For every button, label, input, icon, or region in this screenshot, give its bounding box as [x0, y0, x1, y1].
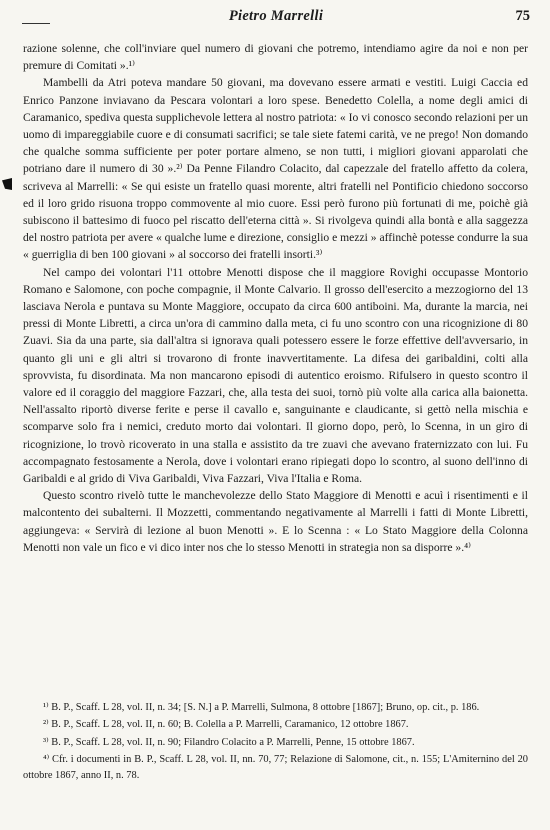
main-text [23, 40, 528, 556]
footnote: ¹⁾ B. P., Scaff. L 28, vol. II, n. 34; [S. N.] a P. Marrelli, Sulmona, 8 ottobre [1867]; Bruno, op. cit., p. 186. [43, 702, 480, 713]
footnote: ²⁾ B. P., Scaff. L 28, vol. II, n. 60; B. Colella a P. Marrelli, Caramanico, 12 ottobre 1867. [43, 719, 409, 731]
paragraph: Mambelli da Atri poteva mandare 50 giovani, ma dovevano essere armati e vestiti. Luigi Caccia ed Enrico Panzone inviavano da Pescara volontari a loro spese. Benedetto Colella, a nome degli amici di Caramanico, spediva questa supplichevole lettera al nostro patriota: « Io vi conosco secondo relazioni per un uomo di impareggiabile cuore e di consumati sacrifici; se tale siete fatemi carità, ve ne prego! Non domando che qualche somma sufficiente per poter portare almeno, se non tutti, i migliori giovani apparolati che potriano dare il numero di 30 ».²⁾ Da Penne Filandro Colacito, dal capezzale del fratello affetto da colera, scriveva al Marrelli: « Se qui esiste un fratello quasi morente, altri fratelli nel Pontificio chiedono soccorso ed il loro grido risuona troppo commovente al mio cuore. Essi però furono più fortunati di me, poichè già subiscono il battesimo di fuoco pel riscatto dell'eterna città ». Si rivolgeva quindi alla bontà e alla saggezza del nostro patriota per avere « qualche lume e direzione, consiglio e mezzi » affinchè potesse condurre la sua « guerriglia di ben 100 giovani » al soccorso dei fratelli insorti.³⁾ [23, 76, 528, 262]
paragraph-continuation: razione solenne, che coll'inviare quel numero di giovani che potremo, intendiamo agire da noi e non per premure di Comitati ».¹⁾ [23, 42, 528, 73]
paragraph: Nel campo dei volontari l'11 ottobre Menotti dispose che il maggiore Rovighi occupasse Montorio Romano e Salomone, con poche compagnie, il Monte Calvario. Il grosso dell'esercito a mezzogiorno del 13 lasciava Nerola e puntava su Monte Maggiore, occupato da circa 600 antiboini. Ma, durante la marcia, nei pressi di Monte Libretti, a circa un'ora di cammino dalla meta, ci fu uno scontro con una ricognizione di 80 Zuavi. Sia da una parte, sia dall'altra si ignorava quali potessero essere le forze effettive dell'avversario, in quanto gli uni e gli altri si trovarono di fronte inavvertitamente. La difesa dei garibaldini, colti alla sprovvista, fu disordinata. Ma non mancarono episodi di autentico eroismo. Rifulsero in questo scontro il valore ed il coraggio del maggiore Fazzari, che, alla testa dei suoi, tornò più volte alla carica alla baionetta. Nell'assalto riportò diverse ferite e perse il cavallo e, sanguinante e claudicante, si gettò nella mischia e scomparve solo fra i nemici, creduto morto dai volontari. Il giorno dopo, però, lo Scenna, in un giro di ricognizione, lo trovò ricoverato in una stalla e assistito da tre zuavi che avevano fraternizzato con lui. Fu accompagnato festosamente a Nerola, dove i volontari erano ripiegati dopo lo scontro, al suono dell'inno di Garibaldi e al grido di Viva Garibaldi, Viva Fazzari, Viva l'Italia e Roma. [23, 265, 528, 486]
paragraph: Questo scontro rivelò tutte le manchevolezze dello Stato Maggiore di Menotti e acuì i risentimenti e il malcontento dei subalterni. Il Mozzetti, commentando negativamente al Marrelli i fatti di Monte Libretti, aggiungeva: « Servirà di lezione al buon Menotti ». E lo Scenna : « Lo Stato Maggiore della Colonna Menotti non vale un fico e vi dico inter nos che lo stesso Menotti in strategia non sa disporre ».⁴⁾ [23, 489, 528, 554]
margin-mark [2, 178, 12, 190]
footnote: ⁴⁾ Cfr. i documenti in B. P., Scaff. L 28, vol. II, nn. 70, 77; Relazione di Salomone, cit., n. 155; L'Amiternino del 20 ottobre 1867, anno II, n. 78. [23, 754, 528, 781]
footnote: ³⁾ B. P., Scaff. L 28, vol. II, n. 90; Filandro Colacito a P. Marrelli, Penne, 15 ottobre 1867. [43, 736, 415, 748]
running-title: Pietro Marrelli [228, 8, 324, 24]
page-number: 75 [515, 8, 530, 24]
page-header [22, 6, 530, 34]
footnotes [23, 700, 528, 783]
